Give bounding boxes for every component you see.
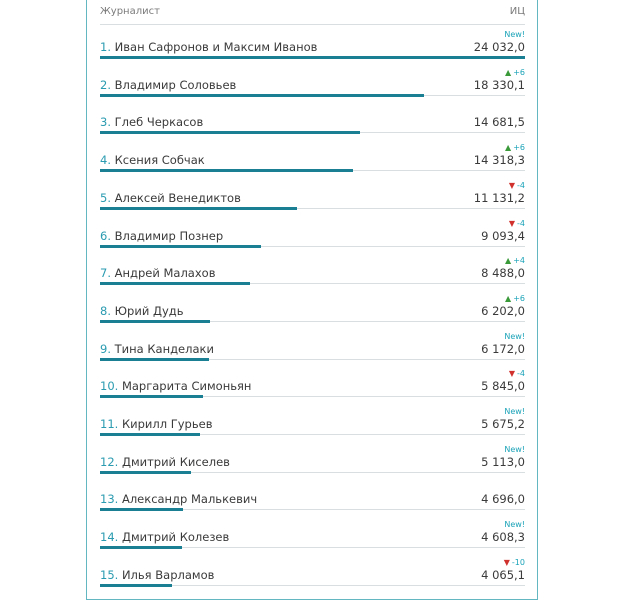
table-row — [100, 327, 525, 365]
triangle-down-icon: ▼ — [508, 369, 516, 379]
rank-change — [509, 369, 525, 378]
index-value: 24 032,0 — [473, 40, 525, 54]
name-text: Тина Канделаки — [114, 341, 214, 356]
new-badge: New! — [504, 331, 525, 341]
rank-number: 10. — [100, 379, 119, 394]
name-text: Глеб Черкасов — [114, 115, 204, 130]
rank-number: 7. — [100, 266, 111, 281]
name-text: Илья Варламов — [121, 567, 215, 582]
name-text: Юрий Дудь — [114, 303, 184, 318]
index-value: 4 065,1 — [481, 567, 525, 582]
journalist-name — [100, 266, 215, 280]
index-value: 9 093,4 — [481, 228, 525, 243]
rank-number: 13. — [100, 492, 119, 507]
value-bar — [100, 584, 172, 587]
index-value: 8 488,0 — [481, 266, 525, 281]
table-row — [100, 477, 525, 515]
name-text: Александр Малькевич — [121, 492, 258, 507]
journalist-name — [100, 492, 257, 506]
new-badge: New! — [504, 30, 525, 39]
journalist-name — [100, 379, 251, 393]
rank-change-value: +6 — [513, 143, 525, 153]
value-bar — [100, 546, 182, 549]
ranking-table — [86, 0, 538, 600]
table-header — [100, 0, 525, 25]
name-text: Маргарита Симоньян — [121, 379, 252, 394]
value-bar — [100, 358, 209, 361]
rank-change-value: +6 — [513, 293, 525, 303]
triangle-up-icon: ▲ — [505, 67, 512, 77]
rank-change — [509, 219, 525, 228]
table-row — [100, 63, 525, 101]
rank-number: 14. — [100, 530, 119, 545]
value-bar — [100, 471, 191, 474]
journalist-name — [100, 40, 317, 54]
value-bar — [100, 245, 261, 248]
rank-number: 5. — [100, 190, 111, 205]
rank-number: 4. — [100, 153, 111, 168]
rank-number: 11. — [100, 417, 119, 431]
index-value: 5 845,0 — [481, 379, 525, 394]
journalist-name — [100, 417, 212, 431]
triangle-up-icon: ▲ — [505, 293, 512, 303]
triangle-down-icon: ▼ — [503, 557, 510, 567]
rank-change — [509, 181, 525, 190]
journalist-name — [100, 455, 230, 469]
index-value: 4 696,0 — [481, 492, 525, 507]
table-row — [100, 402, 525, 440]
rank-change-value: -4 — [517, 369, 525, 379]
table-row — [100, 251, 525, 289]
journalist-name — [100, 568, 214, 582]
value-bar — [100, 94, 424, 97]
table-row — [100, 440, 525, 478]
journalist-name — [100, 342, 214, 356]
name-text: Владимир Познер — [114, 228, 224, 243]
column-header-journalist: Журналист — [100, 6, 160, 17]
rank-number: 15. — [100, 567, 119, 582]
rank-change-value: +6 — [513, 67, 525, 77]
value-bar — [100, 56, 525, 59]
value-bar — [100, 320, 210, 323]
rank-number: 1. — [100, 40, 111, 54]
index-value: 5 675,2 — [481, 417, 525, 431]
table-row — [100, 138, 525, 176]
table-row — [100, 100, 525, 138]
table-row — [100, 515, 525, 553]
journalist-name — [100, 530, 229, 544]
index-value: 14 681,5 — [473, 115, 525, 130]
index-value: 5 113,0 — [481, 454, 525, 469]
rank-number: 8. — [100, 303, 111, 318]
index-value: 4 608,3 — [481, 530, 525, 545]
triangle-down-icon: ▼ — [508, 180, 516, 190]
journalist-name — [100, 115, 203, 129]
name-text: Владимир Соловьев — [114, 77, 237, 92]
rank-change — [505, 256, 525, 265]
value-bar — [100, 395, 203, 398]
table-row — [100, 176, 525, 214]
rank-number: 2. — [100, 77, 111, 92]
journalist-name — [100, 304, 183, 318]
rank-number: 6. — [100, 228, 111, 243]
name-text: Дмитрий Киселев — [121, 454, 230, 469]
value-bar — [100, 169, 353, 172]
triangle-down-icon: ▼ — [508, 218, 516, 228]
rank-change-value: +4 — [513, 256, 525, 266]
rank-change — [504, 558, 525, 567]
column-header-index: ИЦ — [509, 6, 525, 17]
rank-change — [505, 143, 525, 152]
value-bar — [100, 131, 360, 134]
triangle-up-icon: ▲ — [505, 256, 512, 266]
journalist-name — [100, 78, 236, 92]
table-row — [100, 214, 525, 252]
name-text: Алексей Венедиктов — [114, 190, 241, 205]
rank-number: 3. — [100, 115, 111, 130]
index-value: 18 330,1 — [473, 77, 525, 92]
new-badge: New! — [504, 444, 525, 454]
journalist-name — [100, 229, 223, 243]
rank-number: 9. — [100, 341, 111, 356]
journalist-name — [100, 191, 241, 205]
rank-change-value: -10 — [511, 557, 525, 567]
triangle-up-icon: ▲ — [505, 143, 512, 153]
name-text: Иван Сафронов и Максим Иванов — [114, 40, 318, 54]
value-bar — [100, 508, 183, 511]
value-bar — [100, 207, 297, 210]
index-value: 6 172,0 — [481, 341, 525, 356]
value-bar — [100, 433, 200, 436]
index-value: 14 318,3 — [473, 153, 525, 168]
value-bar — [100, 282, 250, 285]
journalist-name — [100, 153, 205, 167]
rank-change-value: -4 — [517, 180, 525, 190]
table-row — [100, 289, 525, 327]
rank-change — [505, 68, 525, 77]
rank-number: 12. — [100, 454, 119, 469]
name-text: Дмитрий Колезев — [121, 530, 230, 545]
new-badge: New! — [504, 407, 525, 416]
table-row — [100, 553, 525, 591]
name-text: Кирилл Гурьев — [121, 417, 213, 431]
name-text: Ксения Собчак — [114, 153, 205, 168]
name-text: Андрей Малахов — [114, 266, 216, 281]
table-row — [100, 364, 525, 402]
index-value: 11 131,2 — [473, 190, 525, 205]
rank-change — [505, 294, 525, 303]
index-value: 6 202,0 — [481, 303, 525, 318]
table-row — [100, 25, 525, 63]
new-badge: New! — [504, 520, 525, 530]
rank-change-value: -4 — [517, 218, 525, 228]
